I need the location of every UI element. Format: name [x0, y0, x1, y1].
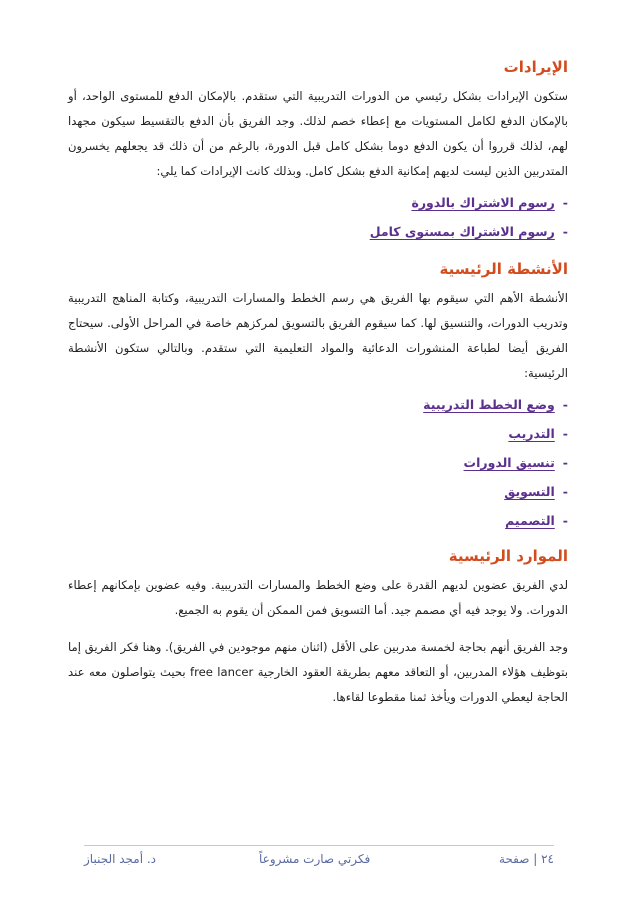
revenues-heading: الإيرادات: [503, 58, 568, 76]
list-item: -التسويق: [504, 484, 568, 499]
list-item: -رسوم الاشتراك بالدورة: [411, 195, 568, 210]
list-item: -التدريب: [508, 426, 568, 441]
resources-paragraph-1: لدي الفريق عضوين لديهم القدرة على وضع الخطط والمسارات التدريبية. وفيه عضوين بإمكانهم إعطاء الدورات. ولا يوجد فيه أي مصمم جيد. أما التسويق فمن الممكن أن يقوم به الجميع.: [68, 578, 568, 617]
revenues-list: [68, 188, 568, 246]
list-item: -رسوم الاشتراك بمستوى كامل: [369, 224, 568, 239]
activities-list: [68, 390, 568, 535]
book-title: فكرتي صارت مشروعاً: [259, 852, 371, 866]
list-item: -تنسيق الدورات: [463, 455, 568, 470]
page-number: ٢٤ | صفحة: [498, 852, 554, 866]
activities-paragraph: الأنشطة الأهم التي سيقوم بها الفريق هي رسم الخطط والمسارات التدريبية، وكتابة المناهج التدريبية وتدريب الدورات، والتنسيق لها. كما سيقوم الفريق بالتسويق لمركزهم خاصة في المراحل الأولى. سيحتاج الفريق أيضا لطباعة المنشورات الدعائية والمواد التعليمية التي ستقدم. وبالتالي ستكون الأنشطة الرئيسية:: [68, 291, 568, 380]
author-name: د. أمجد الجنباز: [84, 852, 157, 866]
page-footer: [84, 845, 554, 870]
resources-heading: الموارد الرئيسية: [448, 547, 568, 565]
list-item: -وضع الخطط التدريبية: [423, 397, 568, 412]
activities-heading: الأنشطة الرئيسية: [439, 260, 568, 278]
page-content: [68, 56, 568, 710]
revenues-paragraph: ستكون الإيرادات بشكل رئيسي من الدورات التدريبية التي ستقدم. بالإمكان الدفع للمستوى الواحد، أو بالإمكان الدفع لكامل المستويات مع إعطاء خصم لذلك. وجد الفريق بأن الدفع بالتقسيط سيكون مجهدا لهم، لذلك قرروا أن يكون الدفع دوما بشكل كامل قبل الدورة، بالرغم من أن ذلك قد يجعلهم يخسرون المتدربين الذين ليست لديهم إمكانية الدفع بشكل كامل. وبذلك كانت الإيرادات كما يلي:: [68, 89, 568, 178]
resources-paragraph-2: وجد الفريق أنهم بحاجة لخمسة مدربين على الأقل (اثنان منهم موجودين في الفريق). وهنا فكر الفريق إما بتوظيف هؤلاء المدربين، أو التعاقد معهم بطريقة العقود الخارجية free lancer بحيث يتواصلون معه عند الحاجة ليعطي الدورات ويأخذ ثمنا مقطوعا لقاءها.: [68, 640, 568, 704]
list-item: -التصميم: [505, 513, 568, 528]
